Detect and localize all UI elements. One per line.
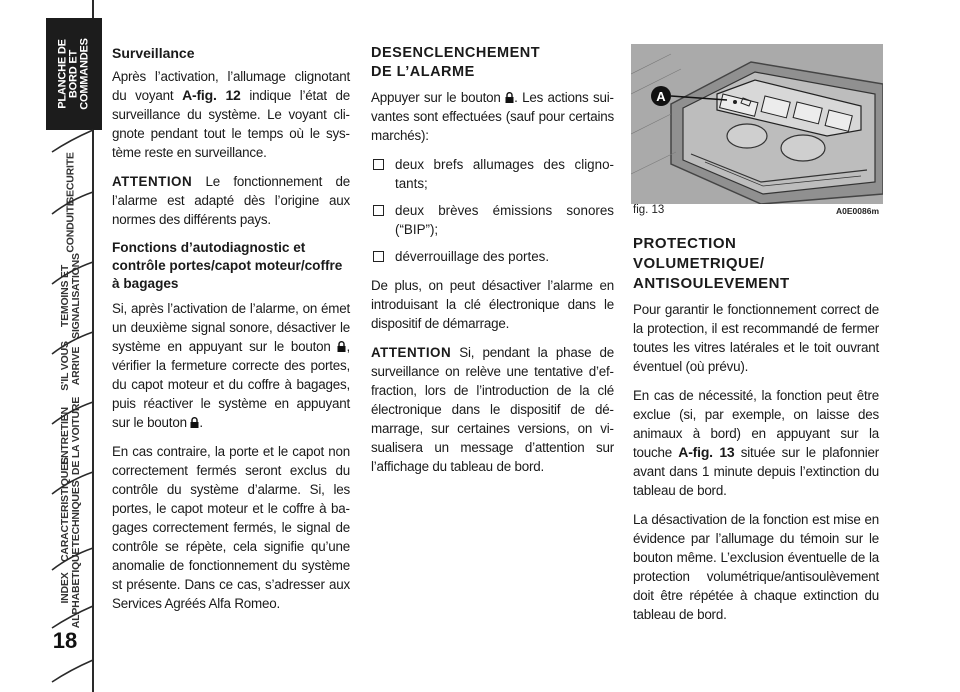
checkbox-bullet-icon — [373, 159, 384, 170]
paragraph-appuyer — [371, 88, 614, 145]
figure-reference: A-fig. 12 — [182, 87, 241, 103]
paragraph-attention — [371, 343, 614, 476]
text: Si, pendant la phase de surveillance on relève une tentative d’effraction, lors de l’introduction de la clé électronique dans le dispositif de démarrage, sur certaines versions, on visualisera un message d’attention sur l’affichage du tableau de bord. — [371, 345, 614, 474]
tab-label: CARACTERISTIQUES TECHNIQUES — [59, 457, 82, 562]
list-item — [371, 201, 614, 239]
column-2 — [371, 44, 614, 486]
tab-label: ENTRETIEN DE LA VOITURE — [59, 396, 82, 476]
paragraph-cle: De plus, on peut désactiver l’alarme en introduisant la clé électronique dans le dispositif de démarrage. — [371, 278, 614, 331]
attention-label: ATTENTION — [112, 174, 193, 189]
heading-desenclenchement — [371, 44, 614, 82]
action-list — [371, 155, 614, 266]
padlock-icon — [505, 92, 514, 103]
heading-line: VOLUMETRIQUE/ — [633, 255, 765, 272]
text: . — [199, 415, 203, 430]
text: deux brefs allumages des clignotants; — [395, 157, 614, 191]
paragraph-cas-contraire: En cas contraire, la porte et le capot non correctement fermés seront exclus du contrôle du système d’alarme. Si, les portes, le capot moteur et le coffre à bagages correctement fermés, le signal de contrôle se répète, cela signifie qu’une anomalie de fonctionnement du système st présente. Dans ce cas, s’adresser aux Services Agréés Alfa Romeo. — [112, 444, 350, 611]
tab-label: S'IL VOUS ARRIVE — [59, 341, 82, 391]
tab-label: INDEX ALPHABETIQUE — [59, 547, 82, 629]
text: . Les actions suivantes sont effectuées (sauf pour certains marchés): — [371, 90, 614, 143]
checkbox-bullet-icon — [373, 251, 384, 262]
list-item — [371, 247, 614, 266]
heading-surveillance: Surveillance — [112, 45, 195, 61]
tab-label: PLANCHE DE BORD ET COMMANDES — [56, 38, 91, 110]
paragraph-necessite — [633, 386, 879, 500]
page-number: 18 — [52, 628, 78, 653]
text: déverrouillage des portes. — [395, 249, 550, 264]
figure-callout-label: A — [656, 89, 666, 104]
text: deux brèves émissions sonores (“BIP”); — [395, 203, 614, 237]
heading-autodiagnostic: Fonctions d’autodiagnostic et contrôle portes/capot moteur/coffre à bagages — [112, 240, 343, 291]
text: Le fonctionnement de l’alarme est adapté dès l’origine aux normes des différents pays. — [112, 174, 350, 227]
tab-label: CONDUITE — [64, 199, 77, 253]
ceiling-light-illustration — [631, 44, 883, 204]
column-3 — [633, 234, 879, 634]
chapter-sidebar — [0, 0, 104, 692]
text: En cas de nécessité, la fonction peut être exclue (si, par exemple, on laisse des animaux à bord) en appuyant sur la touche — [633, 388, 879, 460]
figure-reference: A-fig. 13 — [678, 444, 735, 460]
paragraph-attention — [112, 172, 350, 229]
paragraph-garantir: Pour garantir le fonctionnement correct de la protection, il est recommandé de fermer toutes les vitres latérales et le toit ouvrant éventuel (où prévu). — [633, 302, 879, 374]
checkbox-bullet-icon — [373, 205, 384, 216]
attention-label: ATTENTION — [371, 345, 452, 360]
heading-line: DESENCLENCHEMENT — [371, 45, 541, 61]
paragraph-autodiag — [112, 299, 350, 432]
text: située sur le plafonnier avant dans 1 minute depuis l’extinction du tableau de bord. — [633, 445, 880, 498]
text: Appuyer sur le bouton — [371, 90, 506, 105]
paragraph-desactivation: La désactivation de la fonction est mise en évidence par l’allumage du témoin sur le bouton même. L’exclusion éventuelle de la protection volumétrique/antisoulèvement doit être répétée à chaque extinction du tableau de bord. — [633, 512, 879, 622]
text: Après l’activation, l’allumage clignotant du voyant — [112, 69, 350, 103]
figure-caption: fig. 13 — [633, 204, 665, 216]
list-item — [371, 155, 614, 193]
figure-code: A0E0086m — [836, 206, 880, 216]
figure-13-ceiling-light — [631, 44, 883, 204]
heading-line: ANTISOULEVEMENT — [633, 275, 790, 292]
paragraph-surveillance — [112, 67, 350, 162]
padlock-icon — [190, 417, 199, 428]
heading-protection — [633, 234, 879, 294]
tab-label: TEMOINS ET SIGNALISATIONS — [59, 253, 82, 339]
text: indique l’état de surveillance du système. Le voyant clignote pendant tout le temps où le système reste en surveillance. — [112, 88, 350, 160]
text: Si, après l’activation de l’alarme, on émet un deuxième signal sonore, désactiver le système en appuyant sur le bouton — [112, 301, 350, 354]
text: , vérifier la fermeture correcte des portes, du capot moteur et du coffre à bagages, puis réactiver le système en appuyant sur le bouton — [112, 339, 350, 430]
tab-separators — [0, 0, 104, 692]
heading-line: DE L’ALARME — [371, 64, 475, 80]
heading-line: PROTECTION — [633, 235, 737, 252]
column-1 — [112, 44, 350, 623]
tab-label: SECURITE — [64, 152, 77, 204]
